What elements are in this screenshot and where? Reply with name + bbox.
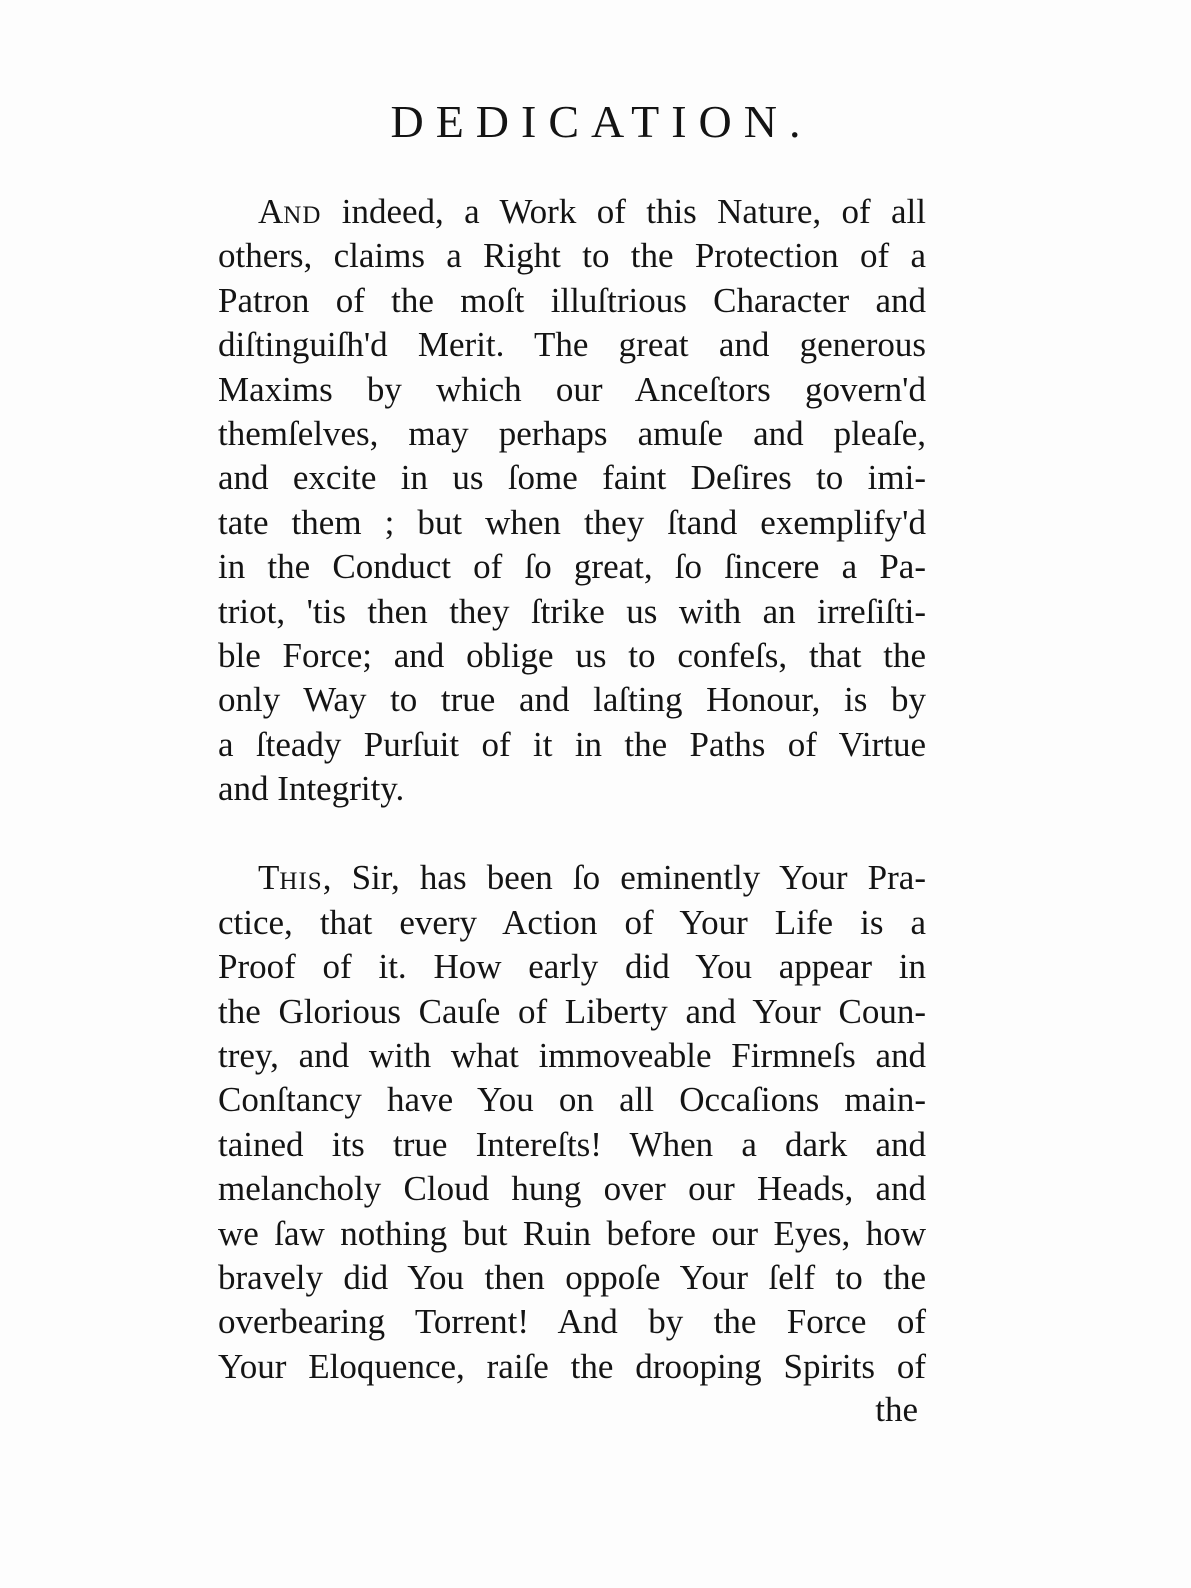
text-line: bravely did You then oppoſe Your ſelf to the [218, 1257, 926, 1297]
lead-small-caps: HIS [279, 868, 323, 896]
text-line: triot, 'tis then they ſtrike us with an irreſiſti- [218, 591, 926, 631]
first-line-text: , Sir, has been ſo eminently Your Pra- [322, 858, 926, 898]
text-line: Your Eloquence, raiſe the drooping Spirits of [218, 1346, 926, 1386]
text-line: diſtinguiſh'd Merit. The great and generous [218, 325, 926, 365]
text-line: overbearing Torrent! And by the Force of [218, 1302, 926, 1342]
text-line: trey, and with what immoveable Firmneſs and [218, 1036, 926, 1076]
text-line [218, 190, 926, 234]
text-line: and excite in us ſome faint Deſires to imi- [218, 458, 926, 498]
text-line: and Integrity. [218, 769, 405, 809]
text-line: melancholy Cloud hung over our Heads, and [218, 1169, 926, 1209]
text-line: Conſtancy have You on all Occaſions main- [218, 1080, 926, 1120]
paragraph-1 [218, 190, 926, 811]
text-line: others, claims a Right to the Protection of a [218, 236, 926, 276]
text-line [218, 856, 926, 900]
lead-small-caps: ND [283, 202, 322, 229]
text-line: ble Force; and oblige us to confeſs, that the [218, 635, 926, 675]
text-line: Proof of it. How early did You appear in [218, 947, 926, 987]
first-line-text: indeed, a Work of this Nature, of all [321, 192, 926, 231]
text-line: Maxims by which our Anceſtors govern'd [218, 369, 926, 409]
catchword: the [875, 1390, 918, 1429]
text-line: only Way to true and laſting Honour, is by [218, 680, 926, 720]
running-head: DEDICATION. [390, 96, 813, 147]
lead-capital: A [258, 192, 284, 231]
text-line: a ſteady Purſuit of it in the Paths of Virtue [218, 724, 926, 764]
text-line: tate them ; but when they ſtand exemplify'd [218, 502, 926, 542]
text-line: Patron of the moſt illuſtrious Character and [218, 280, 926, 320]
lead-capital: T [258, 858, 280, 898]
text-line: themſelves, may perhaps amuſe and pleaſe, [218, 413, 926, 453]
text-line: we ſaw nothing but Ruin before our Eyes, how [218, 1213, 926, 1253]
text-line: ctice, that every Action of Your Life is a [218, 902, 926, 942]
text-line: the Glorious Cauſe of Liberty and Your Coun- [218, 991, 926, 1031]
text-line: tained its true Intereſts! When a dark and [218, 1124, 926, 1164]
paragraph-2 [218, 856, 926, 1389]
body-text [218, 190, 926, 1389]
text-line: in the Conduct of ſo great, ſo ſincere a Pa- [218, 547, 926, 587]
